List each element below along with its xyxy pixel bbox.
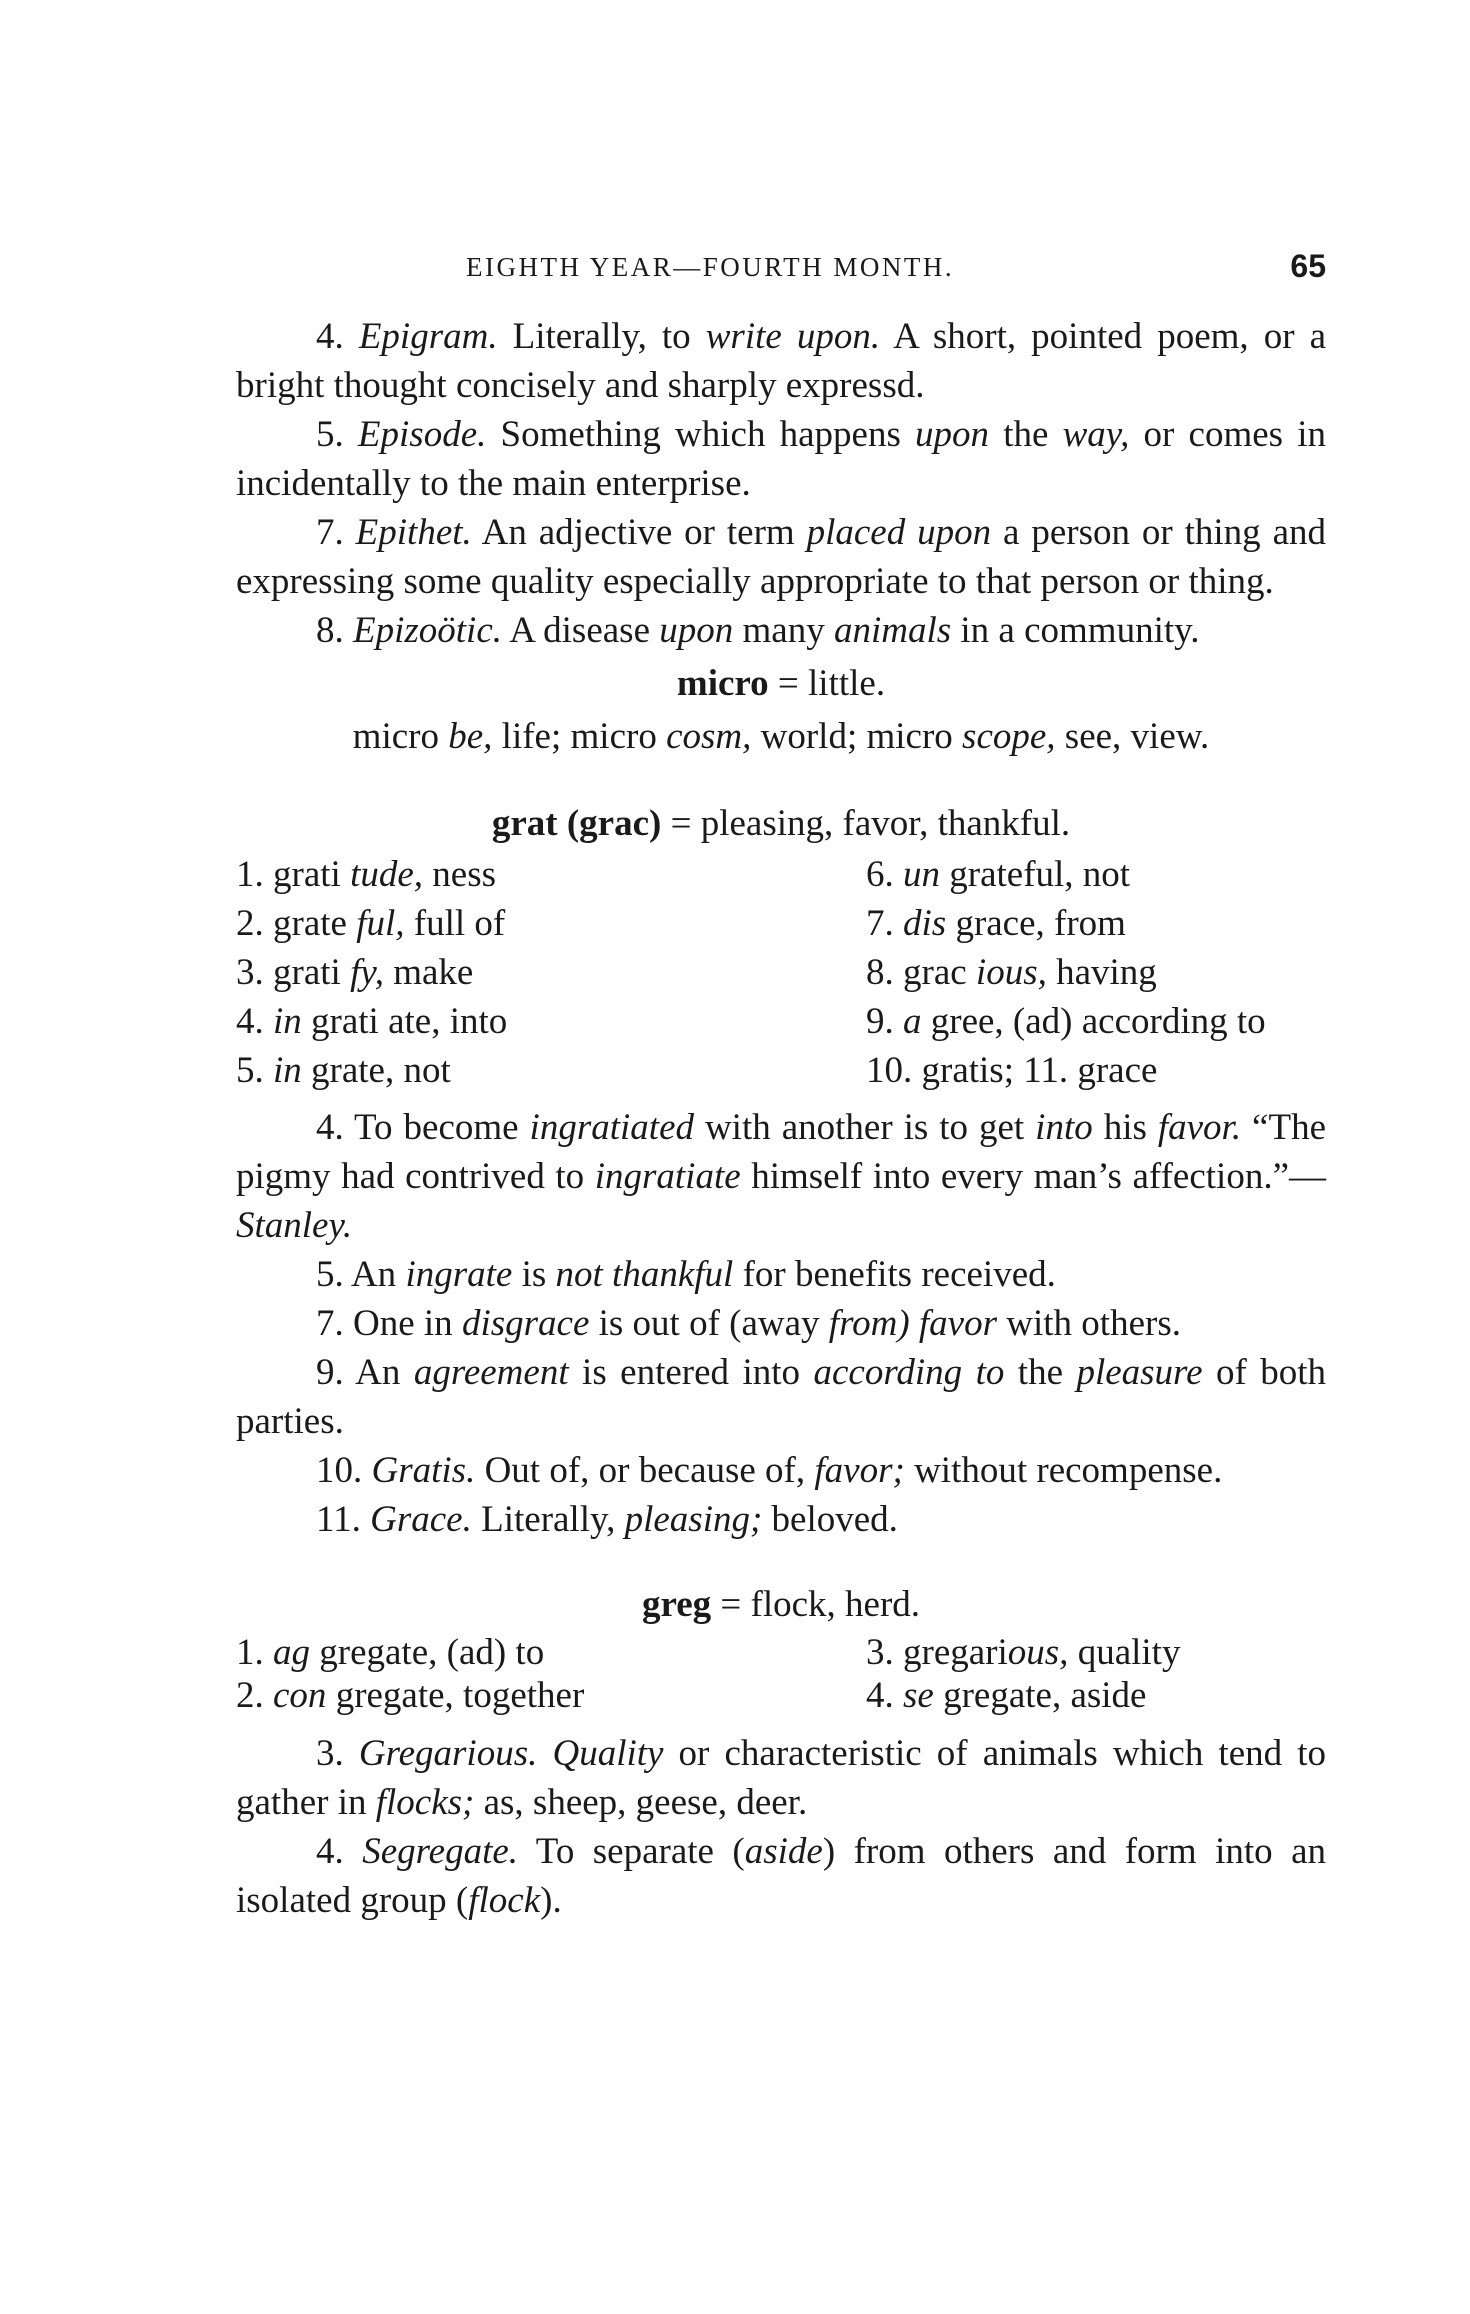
example-paragraph: 9. An agreement is entered into according to the pleasure of both parties. (236, 1352, 1326, 1442)
list-item: 9. a gree, (ad) according to (866, 1001, 1266, 1042)
root-heading-micro: micro = little. (676, 663, 886, 704)
example-paragraph: 7. One in disgrace is out of (away from) favor with others. (316, 1303, 1181, 1344)
example-paragraph: 4. To become ingratiated with another is to get into his favor. “The pigmy had contrived to ingratiate himself into every man’s affection.”—Stanley. (236, 1107, 1327, 1246)
grat-word-list (236, 850, 1326, 1095)
example-paragraph: 4. Segregate. To separate (aside) from others and form into an isolated group (flock). (236, 1831, 1326, 1921)
list-item: 3. gregarious, quality (866, 1632, 1181, 1673)
list-item: 7. dis grace, from (866, 903, 1126, 944)
greg-word-list (236, 1631, 1326, 1717)
definition-paragraph: 5. Episode. Something which happens upon the way, or comes in incidentally to the main enterprise. (236, 414, 1327, 504)
example-paragraph: 5. An ingrate is not thankful for benefits received. (316, 1254, 1056, 1295)
example-paragraph: 10. Gratis. Out of, or because of, favor; without recompense. (316, 1450, 1223, 1491)
running-title: EIGHTH YEAR—FOURTH MONTH. (466, 252, 955, 282)
list-item: 4. se gregate, aside (866, 1675, 1147, 1716)
list-item: 2. grate ful, full of (236, 903, 506, 944)
definition-paragraph: 7. Epithet. An adjective or term placed upon a person or thing and expressing some quality especially appropriate to that person or thing. (236, 512, 1327, 602)
list-item: 2. con gregate, together (236, 1675, 585, 1716)
micro-examples: micro be, life; micro cosm, world; micro scope, see, view. (352, 716, 1210, 757)
page-number: 65 (1290, 248, 1326, 284)
list-item: 1. ag gregate, (ad) to (236, 1632, 545, 1673)
root-heading-greg: greg = flock, herd. (641, 1584, 921, 1625)
list-item: 1. grati tude, ness (236, 854, 496, 895)
page-header (236, 248, 1326, 292)
list-item: 10. gratis; 11. grace (866, 1050, 1158, 1091)
example-paragraph: 11. Grace. Literally, pleasing; beloved. (316, 1499, 898, 1540)
root-heading-grat: grat (grac) = pleasing, favor, thankful. (491, 803, 1071, 844)
list-item: 6. un grateful, not (866, 854, 1131, 895)
greg-examples (236, 1729, 1326, 1925)
body-text (236, 312, 1326, 1925)
definition-paragraph: 8. Epizoötic. A disease upon many animals in a community. (316, 610, 1200, 651)
list-item: 3. grati fy, make (236, 952, 474, 993)
list-item: 4. in grati ate, into (236, 1001, 508, 1042)
definition-paragraph: 4. Epigram. Literally, to write upon. A short, pointed poem, or a bright thought concisely and sharply expressd. (236, 316, 1327, 406)
list-item: 5. in grate, not (236, 1050, 451, 1091)
example-paragraph: 3. Gregarious. Quality or characteristic of animals which tend to gather in flocks; as, sheep, geese, deer. (236, 1733, 1327, 1823)
list-item: 8. grac ious, having (866, 952, 1157, 993)
